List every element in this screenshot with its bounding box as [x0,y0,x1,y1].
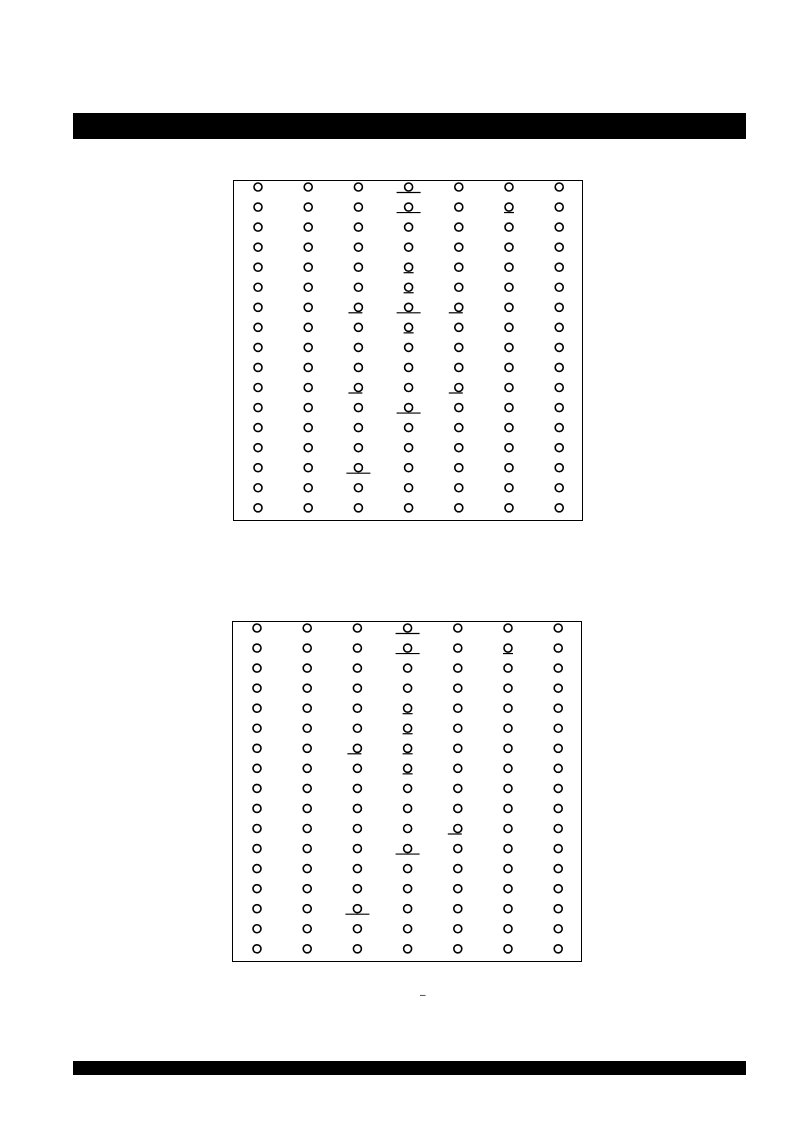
grid-circle [303,925,311,933]
grid-circle [353,724,361,732]
grid-circle [504,825,512,833]
grid-circle [353,845,361,853]
grid-circle [303,825,311,833]
grid-circle [454,945,462,953]
grid-circle [555,203,563,211]
grid-circle [304,424,312,432]
grid-circle [405,444,413,452]
grid-circle [555,183,563,191]
grid-circle [353,664,361,672]
grid-circle [554,885,562,893]
grid-circle [304,444,312,452]
grid-circle [455,223,463,231]
grid-circle [504,684,512,692]
grid-circle [554,845,562,853]
grid-circle [253,804,261,812]
grid-circle [254,323,262,331]
grid-circle [354,183,362,191]
grid-circle [554,764,562,772]
grid-circle [404,664,412,672]
grid-circle [254,183,262,191]
grid-circle [253,825,261,833]
grid-circle [555,384,563,392]
grid-circle [555,283,563,291]
grid-circle [555,223,563,231]
grid-circle [254,384,262,392]
grid-circle [405,343,413,351]
grid-circle [555,303,563,311]
grid-circle [404,784,412,792]
grid-circle [455,283,463,291]
grid-circle [504,784,512,792]
grid-circle [505,243,513,251]
grid-circle [554,825,562,833]
grid-circle [303,704,311,712]
grid-circle [253,885,261,893]
grid-circle [555,444,563,452]
grid-circle [254,404,262,412]
grid-circle [504,945,512,953]
grid-circle [455,183,463,191]
grid-circle [404,925,412,933]
grid-circle [504,644,512,652]
grid-circle [454,664,462,672]
grid-circle [404,704,412,712]
grid-circle [303,784,311,792]
grid-circle [454,865,462,873]
grid-circle [304,203,312,211]
grid-circle [455,444,463,452]
grid-circle [455,303,463,311]
grid-circle [554,704,562,712]
grid-circle [304,303,312,311]
grid-circle [455,203,463,211]
grid-circle [353,644,361,652]
grid-circle [354,203,362,211]
grid-circle [354,323,362,331]
grid-circle [405,404,413,412]
grid-circle [554,724,562,732]
grid-circle [304,323,312,331]
grid-circle [304,243,312,251]
grid-circle [253,845,261,853]
grid-circle [353,865,361,873]
grid-circle [505,343,513,351]
upper-grid-canvas [234,181,584,522]
grid-circle [504,724,512,732]
grid-circle [254,283,262,291]
grid-circle [254,343,262,351]
grid-circle [505,424,513,432]
grid-circle [505,203,513,211]
grid-circle [404,744,412,752]
grid-circle [404,905,412,913]
grid-circle [505,484,513,492]
grid-circle [404,825,412,833]
grid-circle [554,684,562,692]
grid-circle [554,945,562,953]
grid-circle [455,384,463,392]
grid-circle [253,684,261,692]
grid-circle [405,243,413,251]
grid-circle [455,363,463,371]
grid-circle [354,424,362,432]
grid-circle [254,263,262,271]
grid-circle [353,825,361,833]
grid-circle [454,885,462,893]
grid-circle [304,283,312,291]
grid-circle [404,845,412,853]
grid-circle [505,283,513,291]
grid-circle [554,624,562,632]
grid-circle [253,784,261,792]
grid-circle [505,444,513,452]
lower-circle-grid [232,621,582,962]
grid-circle [504,905,512,913]
grid-circle [254,424,262,432]
grid-circle [404,644,412,652]
grid-circle [354,384,362,392]
grid-circle [253,945,261,953]
grid-circle [353,744,361,752]
footer-mark: – [420,990,426,1001]
grid-circle [405,183,413,191]
grid-circle [354,243,362,251]
grid-circle [505,363,513,371]
grid-circle [303,664,311,672]
grid-circle [504,624,512,632]
grid-circle [455,484,463,492]
grid-circle [505,263,513,271]
grid-circle [354,484,362,492]
grid-circle [454,704,462,712]
grid-circle [303,804,311,812]
grid-circle [354,444,362,452]
grid-circle [303,945,311,953]
grid-circle [354,263,362,271]
grid-circle [405,424,413,432]
grid-circle [555,323,563,331]
grid-circle [454,724,462,732]
grid-circle [405,363,413,371]
grid-circle [405,283,413,291]
grid-circle [555,363,563,371]
grid-circle [304,384,312,392]
grid-circle [504,744,512,752]
grid-circle [254,303,262,311]
grid-circle [303,744,311,752]
grid-circle [455,263,463,271]
grid-circle [354,223,362,231]
grid-circle [353,905,361,913]
grid-circle [555,243,563,251]
grid-circle [454,644,462,652]
grid-circle [353,784,361,792]
grid-circle [304,404,312,412]
grid-circle [354,283,362,291]
grid-circle [505,404,513,412]
grid-circle [505,303,513,311]
grid-circle [254,203,262,211]
grid-circle [254,484,262,492]
grid-circle [253,704,261,712]
grid-circle [554,925,562,933]
grid-circle [455,424,463,432]
grid-circle [454,925,462,933]
grid-circle [353,925,361,933]
grid-circle [454,905,462,913]
grid-circle [505,464,513,472]
grid-circle [405,323,413,331]
grid-circle [354,404,362,412]
grid-circle [304,263,312,271]
grid-circle [353,945,361,953]
grid-circle [254,444,262,452]
footer-bar [73,1061,746,1075]
grid-circle [353,885,361,893]
grid-circle [303,845,311,853]
grid-circle [554,804,562,812]
grid-circle [504,664,512,672]
grid-circle [455,404,463,412]
grid-circle [303,644,311,652]
grid-circle [504,764,512,772]
grid-circle [554,664,562,672]
grid-circle [303,764,311,772]
grid-circle [354,363,362,371]
grid-circle [303,684,311,692]
grid-circle [454,784,462,792]
grid-circle [555,404,563,412]
grid-circle [505,323,513,331]
grid-circle [455,464,463,472]
grid-circle [254,223,262,231]
lower-grid-canvas [233,622,583,963]
grid-circle [405,223,413,231]
grid-circle [254,363,262,371]
grid-circle [405,484,413,492]
grid-circle [303,885,311,893]
grid-circle [455,504,463,512]
grid-circle [505,223,513,231]
grid-circle [454,845,462,853]
grid-circle [253,764,261,772]
grid-circle [555,424,563,432]
grid-circle [304,464,312,472]
grid-circle [454,624,462,632]
grid-circle [253,644,261,652]
grid-circle [353,764,361,772]
grid-circle [504,804,512,812]
upper-circle-grid [233,180,583,521]
grid-circle [404,764,412,772]
grid-circle [404,724,412,732]
grid-circle [455,243,463,251]
grid-circle [555,504,563,512]
grid-circle [405,504,413,512]
grid-circle [454,744,462,752]
grid-circle [505,384,513,392]
grid-circle [555,484,563,492]
grid-circle [405,263,413,271]
grid-circle [353,804,361,812]
grid-circle [354,303,362,311]
grid-circle [405,303,413,311]
grid-circle [404,804,412,812]
grid-circle [303,624,311,632]
grid-circle [404,945,412,953]
grid-circle [304,504,312,512]
grid-circle [504,925,512,933]
grid-circle [554,905,562,913]
grid-circle [454,684,462,692]
grid-circle [505,504,513,512]
grid-circle [404,865,412,873]
grid-circle [304,484,312,492]
grid-circle [254,464,262,472]
grid-circle [504,845,512,853]
grid-circle [504,885,512,893]
grid-circle [555,263,563,271]
grid-circle [554,784,562,792]
grid-circle [253,664,261,672]
header-bar [73,113,746,139]
grid-circle [253,865,261,873]
grid-circle [454,825,462,833]
grid-circle [354,504,362,512]
grid-circle [303,905,311,913]
grid-circle [253,624,261,632]
grid-circle [304,343,312,351]
grid-circle [504,704,512,712]
grid-circle [554,644,562,652]
grid-circle [454,804,462,812]
grid-circle [405,384,413,392]
grid-circle [554,865,562,873]
grid-circle [455,343,463,351]
grid-circle [354,343,362,351]
grid-circle [405,464,413,472]
grid-circle [555,343,563,351]
grid-circle [303,724,311,732]
grid-circle [504,865,512,873]
grid-circle [404,684,412,692]
grid-circle [254,504,262,512]
grid-circle [253,744,261,752]
grid-circle [353,704,361,712]
grid-circle [353,624,361,632]
grid-circle [304,223,312,231]
grid-circle [303,865,311,873]
grid-circle [555,464,563,472]
grid-circle [505,183,513,191]
grid-circle [454,764,462,772]
grid-circle [253,925,261,933]
grid-circle [304,183,312,191]
grid-circle [455,323,463,331]
grid-circle [404,885,412,893]
grid-circle [304,363,312,371]
grid-circle [253,905,261,913]
grid-circle [404,624,412,632]
grid-circle [554,744,562,752]
grid-circle [353,684,361,692]
grid-circle [253,724,261,732]
grid-circle [254,243,262,251]
grid-circle [405,203,413,211]
grid-circle [354,464,362,472]
